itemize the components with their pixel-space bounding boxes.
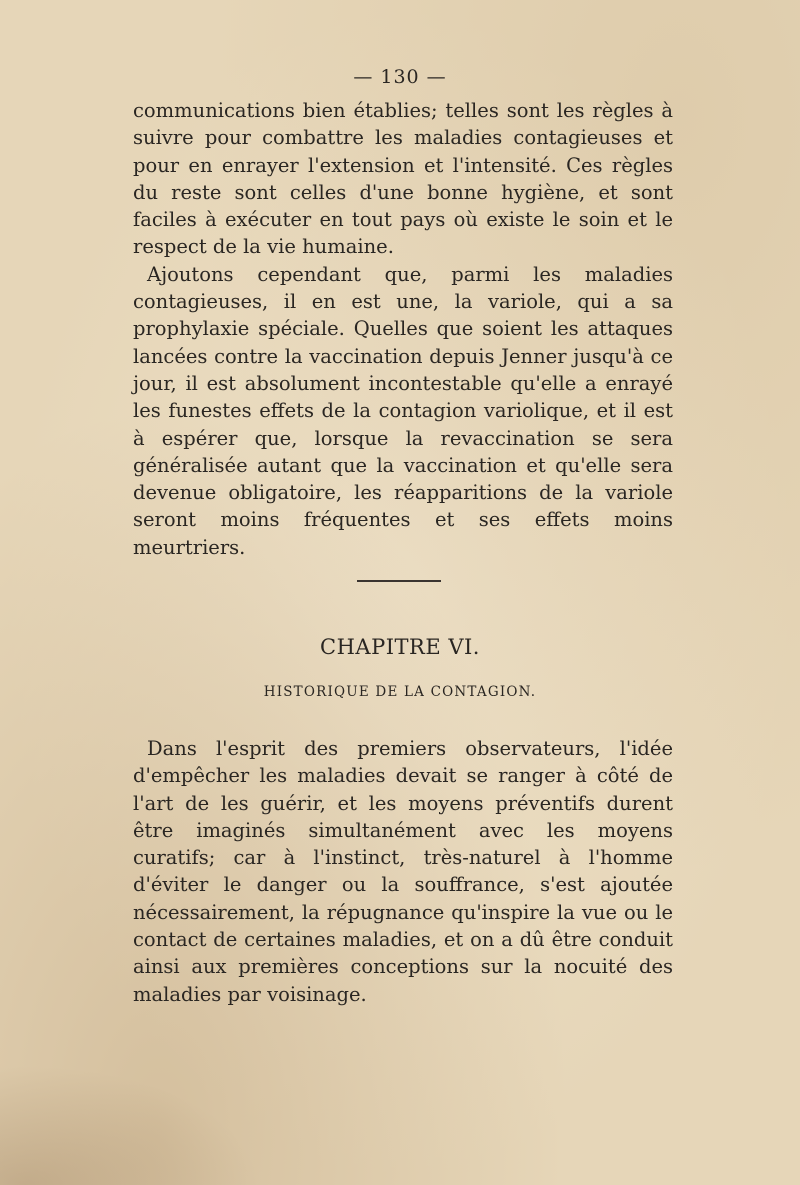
- page-stain: [0, 1065, 260, 1185]
- section-heading: HISTORIQUE DE LA CONTAGION.: [263, 684, 537, 700]
- text-block-bottom: [133, 735, 673, 1008]
- chapter-title: CHAPITRE VI.: [320, 635, 480, 659]
- paragraph-vaccination: Ajoutons cependant que, parmi les maladies contagieuses, il en est une, la variole, qui a sa prophylaxie spéciale. Quelles que soient les attaques lancées contre la vaccination depuis Jenner jusqu'à ce jour, il est absolument incontestable qu'elle a enrayé les funestes effets de la contagion variolique, et il est à espérer que, lorsque la revaccination se sera généralisée autant que la vaccination et qu'elle sera devenue obligatoire, les réapparitions de la variole seront moins fréquentes et ses effets moins meurtriers.: [133, 262, 673, 559]
- paragraph-history: Dans l'esprit des premiers observateurs, l'idée d'empêcher les maladies devait se ranger à côté de l'art de les guérir, et les moyens préventifs durent être imaginés simultanément avec les moyens curatifs; car à l'instinct, très-naturel à l'homme d'éviter le danger ou la souffrance, s'est ajoutée nécessairement, la répugnance qu'inspire la vue ou le contact de certaines maladies, et on a dû être conduit ainsi aux premières conceptions sur la nocuité des maladies par voisinage.: [133, 737, 673, 1006]
- paragraph-intro: communications bien établies; telles sont les règles à suivre pour combattre les maladies contagieuses et pour en enrayer l'extension et l'intensité. Ces règles du reste sont celles d'une bonne hygiène, et sont faciles à exécuter en tout pays où existe le soin et le respect de la vie humaine.: [133, 99, 673, 259]
- section-divider-rule: [357, 580, 441, 582]
- text-block-top: [133, 97, 673, 561]
- page-number: — 130 —: [353, 66, 447, 88]
